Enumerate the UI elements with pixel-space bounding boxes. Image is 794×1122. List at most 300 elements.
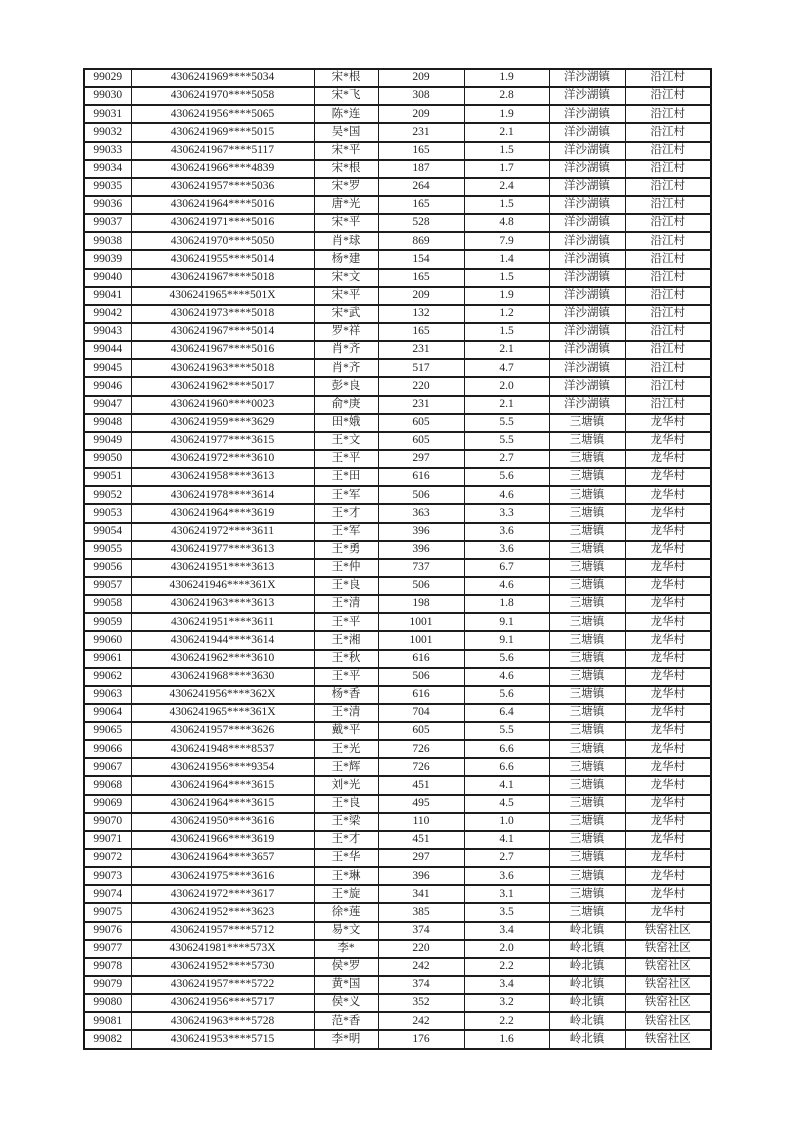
cell-town: 三塘镇 xyxy=(549,450,625,468)
cell-amount: 605 xyxy=(378,414,464,432)
cell-serial-number: 99068 xyxy=(84,776,131,794)
cell-serial-number: 99032 xyxy=(84,123,131,141)
cell-village: 龙华村 xyxy=(625,849,711,867)
cell-serial-number: 99056 xyxy=(84,559,131,577)
table-row xyxy=(84,414,711,432)
cell-serial-number: 99049 xyxy=(84,432,131,450)
cell-town: 岭北镇 xyxy=(549,994,625,1012)
cell-village: 沿江村 xyxy=(625,377,711,395)
table-row xyxy=(84,450,711,468)
cell-masked-id-number: 4306241959****3629 xyxy=(131,414,314,432)
cell-amount: 1001 xyxy=(378,613,464,631)
cell-town: 三塘镇 xyxy=(549,776,625,794)
cell-village: 龙华村 xyxy=(625,885,711,903)
table-row xyxy=(84,849,711,867)
cell-rate: 2.2 xyxy=(464,958,549,976)
cell-amount: 209 xyxy=(378,105,464,123)
cell-rate: 3.4 xyxy=(464,922,549,940)
cell-town: 洋沙湖镇 xyxy=(549,287,625,305)
cell-masked-id-number: 4306241951****3611 xyxy=(131,613,314,631)
cell-village: 龙华村 xyxy=(625,650,711,668)
cell-serial-number: 99057 xyxy=(84,577,131,595)
cell-village: 铁窑社区 xyxy=(625,994,711,1012)
cell-masked-name: 王*军 xyxy=(314,486,378,504)
cell-town: 三塘镇 xyxy=(549,559,625,577)
cell-masked-id-number: 4306241966****3619 xyxy=(131,831,314,849)
cell-rate: 4.1 xyxy=(464,831,549,849)
cell-village: 沿江村 xyxy=(625,305,711,323)
cell-rate: 1.4 xyxy=(464,250,549,268)
cell-rate: 5.5 xyxy=(464,432,549,450)
cell-masked-name: 王*梁 xyxy=(314,813,378,831)
cell-serial-number: 99044 xyxy=(84,341,131,359)
cell-rate: 2.4 xyxy=(464,178,549,196)
cell-town: 洋沙湖镇 xyxy=(549,341,625,359)
cell-rate: 1.8 xyxy=(464,595,549,613)
table-row xyxy=(84,377,711,395)
cell-amount: 726 xyxy=(378,740,464,758)
cell-masked-id-number: 4306241957****5722 xyxy=(131,976,314,994)
cell-town: 洋沙湖镇 xyxy=(549,377,625,395)
cell-town: 三塘镇 xyxy=(549,486,625,504)
cell-masked-id-number: 4306241970****5050 xyxy=(131,232,314,250)
cell-serial-number: 99039 xyxy=(84,250,131,268)
table-row xyxy=(84,523,711,541)
table-row xyxy=(84,305,711,323)
cell-village: 铁窑社区 xyxy=(625,1030,711,1048)
cell-amount: 737 xyxy=(378,559,464,577)
cell-town: 岭北镇 xyxy=(549,976,625,994)
cell-town: 洋沙湖镇 xyxy=(549,269,625,287)
cell-town: 三塘镇 xyxy=(549,613,625,631)
table-row xyxy=(84,686,711,704)
cell-rate: 2.0 xyxy=(464,940,549,958)
cell-serial-number: 99040 xyxy=(84,269,131,287)
cell-village: 龙华村 xyxy=(625,595,711,613)
cell-rate: 5.6 xyxy=(464,468,549,486)
cell-masked-id-number: 4306241964****5016 xyxy=(131,196,314,214)
cell-town: 洋沙湖镇 xyxy=(549,396,625,414)
cell-serial-number: 99034 xyxy=(84,160,131,178)
table-row xyxy=(84,69,711,87)
cell-amount: 231 xyxy=(378,341,464,359)
cell-amount: 506 xyxy=(378,668,464,686)
cell-masked-id-number: 4306241966****4839 xyxy=(131,160,314,178)
cell-amount: 165 xyxy=(378,323,464,341)
cell-amount: 198 xyxy=(378,595,464,613)
table-row xyxy=(84,795,711,813)
table-row xyxy=(84,287,711,305)
cell-amount: 154 xyxy=(378,250,464,268)
cell-rate: 1.2 xyxy=(464,305,549,323)
cell-masked-id-number: 4306241951****3613 xyxy=(131,559,314,577)
cell-masked-name: 侯*罗 xyxy=(314,958,378,976)
cell-village: 龙华村 xyxy=(625,504,711,522)
cell-serial-number: 99064 xyxy=(84,704,131,722)
table-row xyxy=(84,650,711,668)
cell-town: 三塘镇 xyxy=(549,686,625,704)
cell-masked-id-number: 4306241967****5016 xyxy=(131,341,314,359)
cell-rate: 4.1 xyxy=(464,776,549,794)
cell-rate: 6.6 xyxy=(464,740,549,758)
cell-rate: 2.7 xyxy=(464,849,549,867)
cell-serial-number: 99067 xyxy=(84,758,131,776)
cell-serial-number: 99048 xyxy=(84,414,131,432)
cell-town: 三塘镇 xyxy=(549,631,625,649)
cell-masked-id-number: 4306241952****3623 xyxy=(131,903,314,921)
cell-village: 沿江村 xyxy=(625,341,711,359)
cell-village: 沿江村 xyxy=(625,196,711,214)
cell-town: 洋沙湖镇 xyxy=(549,305,625,323)
cell-town: 洋沙湖镇 xyxy=(549,232,625,250)
cell-masked-name: 肖*齐 xyxy=(314,359,378,377)
cell-rate: 1.6 xyxy=(464,1030,549,1048)
cell-masked-id-number: 4306241963****3613 xyxy=(131,595,314,613)
cell-amount: 165 xyxy=(378,196,464,214)
cell-amount: 242 xyxy=(378,1012,464,1030)
cell-masked-name: 吴*国 xyxy=(314,123,378,141)
cell-village: 铁窑社区 xyxy=(625,976,711,994)
cell-masked-id-number: 4306241956****362X xyxy=(131,686,314,704)
cell-serial-number: 99059 xyxy=(84,613,131,631)
cell-masked-id-number: 4306241965****361X xyxy=(131,704,314,722)
cell-rate: 6.4 xyxy=(464,704,549,722)
cell-rate: 2.1 xyxy=(464,123,549,141)
cell-village: 沿江村 xyxy=(625,232,711,250)
cell-town: 三塘镇 xyxy=(549,595,625,613)
cell-village: 龙华村 xyxy=(625,559,711,577)
cell-serial-number: 99079 xyxy=(84,976,131,994)
cell-village: 沿江村 xyxy=(625,69,711,87)
cell-masked-id-number: 4306241964****3619 xyxy=(131,504,314,522)
cell-amount: 385 xyxy=(378,903,464,921)
cell-village: 沿江村 xyxy=(625,123,711,141)
cell-rate: 3.6 xyxy=(464,867,549,885)
cell-amount: 352 xyxy=(378,994,464,1012)
table-row xyxy=(84,631,711,649)
cell-masked-id-number: 4306241964****3615 xyxy=(131,795,314,813)
table-row xyxy=(84,396,711,414)
cell-masked-id-number: 4306241957****5036 xyxy=(131,178,314,196)
cell-amount: 187 xyxy=(378,160,464,178)
cell-amount: 396 xyxy=(378,523,464,541)
cell-amount: 341 xyxy=(378,885,464,903)
cell-masked-name: 肖*球 xyxy=(314,232,378,250)
cell-amount: 605 xyxy=(378,722,464,740)
cell-amount: 517 xyxy=(378,359,464,377)
cell-village: 沿江村 xyxy=(625,178,711,196)
cell-masked-name: 王*勇 xyxy=(314,541,378,559)
cell-masked-name: 王*仲 xyxy=(314,559,378,577)
cell-amount: 704 xyxy=(378,704,464,722)
cell-masked-name: 刘*光 xyxy=(314,776,378,794)
cell-masked-id-number: 4306241975****3616 xyxy=(131,867,314,885)
cell-masked-id-number: 4306241960****0023 xyxy=(131,396,314,414)
table-row xyxy=(84,323,711,341)
cell-masked-name: 易*文 xyxy=(314,922,378,940)
cell-masked-name: 宋*罗 xyxy=(314,178,378,196)
cell-amount: 176 xyxy=(378,1030,464,1048)
cell-amount: 220 xyxy=(378,940,464,958)
cell-rate: 3.5 xyxy=(464,903,549,921)
cell-amount: 308 xyxy=(378,87,464,105)
cell-masked-name: 王*辉 xyxy=(314,758,378,776)
cell-serial-number: 99061 xyxy=(84,650,131,668)
table-row xyxy=(84,940,711,958)
cell-masked-id-number: 4306241956****5065 xyxy=(131,105,314,123)
cell-masked-name: 黄*国 xyxy=(314,976,378,994)
cell-amount: 605 xyxy=(378,432,464,450)
cell-masked-name: 肖*齐 xyxy=(314,341,378,359)
cell-serial-number: 99081 xyxy=(84,1012,131,1030)
cell-town: 三塘镇 xyxy=(549,795,625,813)
cell-masked-name: 王*光 xyxy=(314,740,378,758)
table-row xyxy=(84,994,711,1012)
cell-village: 铁窑社区 xyxy=(625,922,711,940)
cell-village: 沿江村 xyxy=(625,250,711,268)
cell-serial-number: 99030 xyxy=(84,87,131,105)
cell-serial-number: 99041 xyxy=(84,287,131,305)
table-row xyxy=(84,1030,711,1048)
cell-town: 三塘镇 xyxy=(549,414,625,432)
table-row xyxy=(84,1012,711,1030)
cell-masked-name: 王*旋 xyxy=(314,885,378,903)
cell-masked-name: 范*香 xyxy=(314,1012,378,1030)
cell-masked-name: 王*才 xyxy=(314,831,378,849)
cell-serial-number: 99031 xyxy=(84,105,131,123)
cell-masked-id-number: 4306241967****5018 xyxy=(131,269,314,287)
cell-village: 沿江村 xyxy=(625,87,711,105)
table-row xyxy=(84,105,711,123)
cell-masked-name: 杨*香 xyxy=(314,686,378,704)
cell-village: 龙华村 xyxy=(625,867,711,885)
cell-town: 洋沙湖镇 xyxy=(549,105,625,123)
cell-town: 三塘镇 xyxy=(549,668,625,686)
cell-rate: 3.2 xyxy=(464,994,549,1012)
cell-village: 龙华村 xyxy=(625,668,711,686)
cell-masked-id-number: 4306241952****5730 xyxy=(131,958,314,976)
cell-masked-id-number: 4306241957****5712 xyxy=(131,922,314,940)
cell-rate: 2.1 xyxy=(464,396,549,414)
cell-town: 洋沙湖镇 xyxy=(549,69,625,87)
cell-town: 三塘镇 xyxy=(549,577,625,595)
cell-masked-name: 王*湘 xyxy=(314,631,378,649)
cell-serial-number: 99082 xyxy=(84,1030,131,1048)
table-row xyxy=(84,214,711,232)
cell-masked-name: 徐*莲 xyxy=(314,903,378,921)
cell-masked-id-number: 4306241964****3657 xyxy=(131,849,314,867)
cell-masked-id-number: 4306241962****5017 xyxy=(131,377,314,395)
cell-rate: 1.5 xyxy=(464,269,549,287)
cell-amount: 506 xyxy=(378,486,464,504)
table-row xyxy=(84,250,711,268)
table-row xyxy=(84,740,711,758)
cell-masked-id-number: 4306241965****501X xyxy=(131,287,314,305)
cell-amount: 231 xyxy=(378,396,464,414)
cell-village: 龙华村 xyxy=(625,541,711,559)
cell-village: 沿江村 xyxy=(625,105,711,123)
cell-masked-name: 王*华 xyxy=(314,849,378,867)
cell-serial-number: 99063 xyxy=(84,686,131,704)
cell-masked-id-number: 4306241953****5715 xyxy=(131,1030,314,1048)
cell-serial-number: 99078 xyxy=(84,958,131,976)
cell-rate: 1.5 xyxy=(464,323,549,341)
cell-town: 三塘镇 xyxy=(549,523,625,541)
cell-rate: 2.7 xyxy=(464,450,549,468)
cell-town: 三塘镇 xyxy=(549,432,625,450)
cell-amount: 451 xyxy=(378,831,464,849)
cell-village: 铁窑社区 xyxy=(625,1012,711,1030)
cell-masked-id-number: 4306241956****9354 xyxy=(131,758,314,776)
cell-rate: 1.5 xyxy=(464,142,549,160)
cell-village: 沿江村 xyxy=(625,214,711,232)
cell-amount: 616 xyxy=(378,686,464,704)
cell-rate: 1.9 xyxy=(464,105,549,123)
cell-amount: 396 xyxy=(378,867,464,885)
cell-village: 龙华村 xyxy=(625,613,711,631)
cell-rate: 2.0 xyxy=(464,377,549,395)
cell-village: 龙华村 xyxy=(625,450,711,468)
roster-table-body xyxy=(84,69,711,1049)
cell-village: 沿江村 xyxy=(625,287,711,305)
table-row xyxy=(84,722,711,740)
table-row xyxy=(84,903,711,921)
cell-village: 沿江村 xyxy=(625,359,711,377)
cell-town: 洋沙湖镇 xyxy=(549,123,625,141)
cell-amount: 374 xyxy=(378,976,464,994)
table-row xyxy=(84,668,711,686)
cell-village: 铁窑社区 xyxy=(625,958,711,976)
cell-village: 沿江村 xyxy=(625,396,711,414)
cell-serial-number: 99077 xyxy=(84,940,131,958)
cell-town: 三塘镇 xyxy=(549,740,625,758)
cell-rate: 3.6 xyxy=(464,523,549,541)
table-row xyxy=(84,269,711,287)
cell-town: 洋沙湖镇 xyxy=(549,142,625,160)
cell-masked-name: 王*良 xyxy=(314,577,378,595)
cell-town: 三塘镇 xyxy=(549,849,625,867)
cell-rate: 4.6 xyxy=(464,577,549,595)
cell-town: 三塘镇 xyxy=(549,813,625,831)
cell-town: 三塘镇 xyxy=(549,831,625,849)
table-row xyxy=(84,232,711,250)
cell-serial-number: 99073 xyxy=(84,867,131,885)
cell-town: 洋沙湖镇 xyxy=(549,160,625,178)
cell-amount: 209 xyxy=(378,69,464,87)
cell-village: 龙华村 xyxy=(625,813,711,831)
cell-town: 洋沙湖镇 xyxy=(549,359,625,377)
cell-town: 洋沙湖镇 xyxy=(549,196,625,214)
cell-amount: 297 xyxy=(378,450,464,468)
cell-masked-name: 陈*连 xyxy=(314,105,378,123)
cell-serial-number: 99076 xyxy=(84,922,131,940)
cell-masked-name: 宋*飞 xyxy=(314,87,378,105)
cell-town: 岭北镇 xyxy=(549,958,625,976)
cell-masked-id-number: 4306241970****5058 xyxy=(131,87,314,105)
cell-amount: 396 xyxy=(378,541,464,559)
cell-amount: 506 xyxy=(378,577,464,595)
cell-village: 龙华村 xyxy=(625,523,711,541)
cell-village: 龙华村 xyxy=(625,831,711,849)
cell-masked-id-number: 4306241955****5014 xyxy=(131,250,314,268)
cell-rate: 2.1 xyxy=(464,341,549,359)
table-row xyxy=(84,704,711,722)
cell-masked-name: 王*文 xyxy=(314,432,378,450)
cell-masked-id-number: 4306241968****3630 xyxy=(131,668,314,686)
cell-town: 三塘镇 xyxy=(549,867,625,885)
cell-town: 三塘镇 xyxy=(549,903,625,921)
cell-serial-number: 99075 xyxy=(84,903,131,921)
cell-village: 龙华村 xyxy=(625,740,711,758)
cell-masked-name: 宋*根 xyxy=(314,160,378,178)
cell-masked-id-number: 4306241957****3626 xyxy=(131,722,314,740)
cell-masked-id-number: 4306241944****3614 xyxy=(131,631,314,649)
cell-amount: 616 xyxy=(378,650,464,668)
cell-masked-name: 李* xyxy=(314,940,378,958)
cell-masked-name: 李*明 xyxy=(314,1030,378,1048)
table-row xyxy=(84,504,711,522)
cell-masked-name: 唐*光 xyxy=(314,196,378,214)
cell-masked-id-number: 4306241972****3610 xyxy=(131,450,314,468)
cell-masked-id-number: 4306241948****8537 xyxy=(131,740,314,758)
cell-village: 龙华村 xyxy=(625,631,711,649)
cell-village: 沿江村 xyxy=(625,142,711,160)
cell-amount: 165 xyxy=(378,142,464,160)
cell-rate: 5.5 xyxy=(464,414,549,432)
cell-masked-name: 王*平 xyxy=(314,613,378,631)
cell-masked-name: 田*娥 xyxy=(314,414,378,432)
cell-rate: 4.5 xyxy=(464,795,549,813)
cell-rate: 5.5 xyxy=(464,722,549,740)
table-row xyxy=(84,160,711,178)
cell-serial-number: 99066 xyxy=(84,740,131,758)
cell-amount: 528 xyxy=(378,214,464,232)
cell-amount: 297 xyxy=(378,849,464,867)
cell-serial-number: 99036 xyxy=(84,196,131,214)
cell-town: 岭北镇 xyxy=(549,922,625,940)
table-row xyxy=(84,885,711,903)
cell-serial-number: 99037 xyxy=(84,214,131,232)
cell-rate: 4.7 xyxy=(464,359,549,377)
table-row xyxy=(84,541,711,559)
cell-masked-name: 戴*平 xyxy=(314,722,378,740)
table-row xyxy=(84,468,711,486)
cell-amount: 363 xyxy=(378,504,464,522)
cell-masked-name: 宋*文 xyxy=(314,269,378,287)
cell-amount: 242 xyxy=(378,958,464,976)
cell-masked-id-number: 4306241973****5018 xyxy=(131,305,314,323)
cell-amount: 165 xyxy=(378,269,464,287)
cell-masked-id-number: 4306241981****573X xyxy=(131,940,314,958)
table-row xyxy=(84,87,711,105)
cell-serial-number: 99038 xyxy=(84,232,131,250)
cell-amount: 495 xyxy=(378,795,464,813)
cell-town: 洋沙湖镇 xyxy=(549,250,625,268)
table-row xyxy=(84,178,711,196)
cell-serial-number: 99065 xyxy=(84,722,131,740)
cell-town: 三塘镇 xyxy=(549,704,625,722)
cell-village: 龙华村 xyxy=(625,577,711,595)
cell-serial-number: 99050 xyxy=(84,450,131,468)
cell-town: 三塘镇 xyxy=(549,541,625,559)
cell-serial-number: 99051 xyxy=(84,468,131,486)
cell-serial-number: 99047 xyxy=(84,396,131,414)
cell-masked-name: 王*清 xyxy=(314,595,378,613)
cell-rate: 5.6 xyxy=(464,650,549,668)
cell-serial-number: 99055 xyxy=(84,541,131,559)
cell-village: 龙华村 xyxy=(625,486,711,504)
cell-rate: 2.8 xyxy=(464,87,549,105)
